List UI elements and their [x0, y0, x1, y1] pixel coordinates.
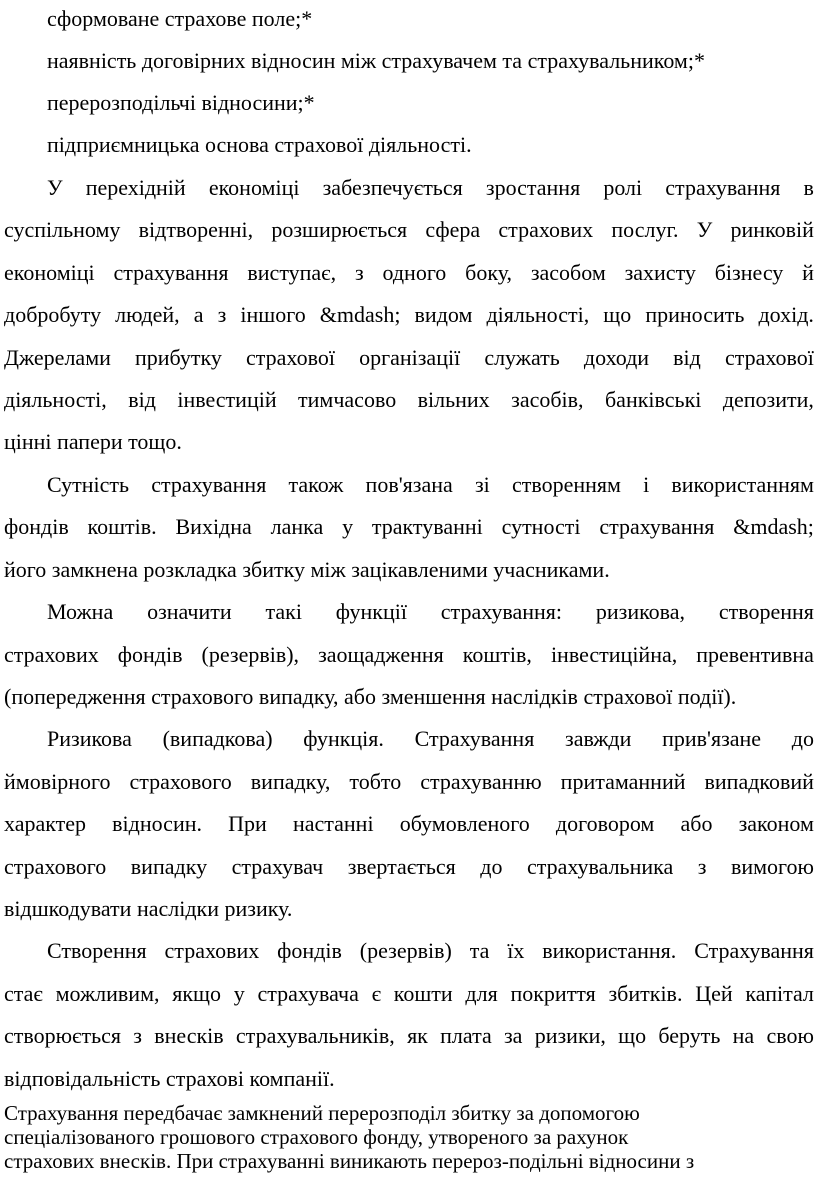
word: сутності — [501, 514, 581, 539]
word: використання. — [542, 938, 677, 963]
word: боку, — [465, 260, 512, 285]
word: засобів, — [511, 387, 584, 412]
word: обумовленого — [399, 811, 530, 836]
paragraph-line: відповідальність страхові компанії. — [4, 1066, 335, 1091]
word: та — [469, 938, 490, 963]
paragraph-line: його замкнена розкладка збитку між зацікавленими учасниками. — [4, 557, 610, 582]
word: такі — [265, 599, 302, 624]
word: від — [673, 345, 701, 370]
word: перехідній — [85, 175, 186, 200]
paragraph-line — [4, 387, 814, 413]
word: Цей — [695, 981, 733, 1006]
word: економіці — [4, 260, 95, 285]
word: (резервів), — [201, 642, 300, 667]
word: характер — [4, 811, 87, 836]
word: страхового — [129, 769, 232, 794]
paragraph-line: цінні папери тощо. — [4, 429, 182, 454]
word: створюється — [4, 1023, 122, 1048]
word: покриття — [510, 981, 596, 1006]
word: також — [288, 472, 344, 497]
word: приносить — [645, 302, 745, 327]
word: створення — [718, 599, 814, 624]
word: ринковій — [730, 217, 814, 242]
word: за — [503, 1023, 523, 1048]
word: Джерелами — [4, 345, 111, 370]
word: &mdash; — [319, 302, 401, 327]
word: а — [193, 302, 204, 327]
word: ролі — [603, 175, 643, 200]
word: як — [407, 1023, 428, 1048]
word: доходи — [583, 345, 650, 370]
word: завжди — [565, 726, 632, 751]
word: звертається — [347, 854, 456, 879]
word: страхувач — [231, 854, 324, 879]
word: беруть — [658, 1023, 721, 1048]
word: страхуванню — [420, 769, 542, 794]
word: фондів — [4, 514, 69, 539]
word: можливим, — [55, 981, 160, 1006]
word: У — [47, 175, 63, 200]
word: тобто — [349, 769, 402, 794]
word: бізнесу — [714, 260, 784, 285]
word: економіці — [208, 175, 300, 200]
word: створенням — [511, 472, 621, 497]
list-item: наявність договірних відносин між страхувачем та страхувальником;* — [47, 48, 705, 73]
word: їх — [507, 938, 525, 963]
word: добробуту — [4, 302, 102, 327]
word: У — [696, 217, 713, 242]
list-item: підприємницька основа страхової діяльності. — [47, 132, 472, 157]
paragraph-line — [47, 175, 814, 201]
word: заощадження — [318, 642, 444, 667]
word: страхування — [665, 175, 781, 200]
word: дохід. — [758, 302, 814, 327]
word: діяльності, — [486, 302, 590, 327]
word: у — [342, 514, 354, 539]
paragraph-line: (попередження страхового випадку, або зменшення наслідків страхової події). — [4, 684, 737, 709]
word: зі — [474, 472, 490, 497]
paragraph-line — [47, 726, 814, 752]
word: й — [802, 260, 814, 285]
word: з — [354, 260, 364, 285]
word: страхових — [498, 217, 594, 242]
word: вимогою — [730, 854, 814, 879]
word: внесків — [154, 1023, 224, 1048]
word: використанням — [671, 472, 814, 497]
word: функції — [335, 599, 407, 624]
word: і — [643, 472, 650, 497]
word: розширюється — [271, 217, 408, 242]
word: засобом — [530, 260, 606, 285]
paragraph-line — [4, 642, 814, 668]
word: є — [371, 981, 382, 1006]
paragraph-line — [4, 260, 814, 286]
paragraph-line — [4, 302, 814, 328]
word: одного — [382, 260, 447, 285]
paragraph-line — [4, 217, 814, 243]
word: страхування: — [440, 599, 563, 624]
word: ризики, — [534, 1023, 606, 1048]
word: означити — [147, 599, 232, 624]
word: При — [228, 811, 267, 836]
word: якщо — [172, 981, 221, 1006]
word: страхування — [151, 472, 267, 497]
word: превентивна — [696, 642, 814, 667]
word: страхового — [4, 854, 107, 879]
tail-paragraph-line: спеціалізованого грошового страхового фонду, утвореного за рахунок — [4, 1125, 629, 1149]
word: що — [603, 302, 632, 327]
word: страхових — [164, 938, 260, 963]
word: організації — [359, 345, 461, 370]
word: на — [732, 1023, 755, 1048]
word: випадку, — [250, 769, 331, 794]
tail-paragraph-line: Страхування передбачає замкнений перерозподіл збитку за допомогою — [4, 1101, 640, 1125]
word: діяльності, — [4, 387, 107, 412]
word: суспільному — [4, 217, 121, 242]
word: коштів. — [87, 514, 157, 539]
tail-paragraph-line: страхових внесків. При страхуванні виникають перероз-подільні відносини з — [4, 1149, 695, 1173]
word: притаманний — [560, 769, 686, 794]
word: для — [465, 981, 498, 1006]
word: ризикова, — [595, 599, 686, 624]
word: прив'язане — [662, 726, 762, 751]
paragraph-line — [47, 938, 814, 964]
word: тимчасово — [298, 387, 397, 412]
word: страхування — [113, 260, 229, 285]
word: настанні — [292, 811, 374, 836]
word: сфера — [425, 217, 481, 242]
word: страхової — [724, 345, 814, 370]
word: прибутку — [135, 345, 222, 370]
paragraph-line: відшкодувати наслідки ризику. — [4, 896, 293, 921]
word: законом — [738, 811, 814, 836]
word: трактуванні — [371, 514, 483, 539]
word: &mdash; — [733, 514, 814, 539]
word: захисту — [624, 260, 696, 285]
word: коштів, — [462, 642, 532, 667]
word: договором — [555, 811, 655, 836]
word: до — [480, 854, 503, 879]
word: Страхування — [694, 938, 814, 963]
word: збитків. — [608, 981, 683, 1006]
word: банківські — [604, 387, 702, 412]
word: фондів — [277, 938, 342, 963]
word: до — [791, 726, 814, 751]
word: Можна — [47, 599, 114, 624]
word: Сутність — [47, 472, 130, 497]
word: вільних — [417, 387, 490, 412]
word: свою — [766, 1023, 814, 1048]
word: видом — [414, 302, 473, 327]
word: інвестицій — [177, 387, 277, 412]
word: в — [803, 175, 814, 200]
word: випадку — [130, 854, 208, 879]
word: з — [133, 1023, 142, 1048]
word: кошти — [393, 981, 453, 1006]
paragraph-line — [4, 769, 814, 795]
word: з — [697, 854, 707, 879]
word: випадковий — [704, 769, 814, 794]
paragraph-line — [47, 472, 814, 498]
paragraph-line — [4, 811, 814, 837]
word: страхових — [4, 642, 99, 667]
word: відносин. — [112, 811, 202, 836]
word: капітал — [745, 981, 814, 1006]
word: страхувача — [257, 981, 359, 1006]
word: (випадкова) — [162, 726, 273, 751]
word: забезпечується — [322, 175, 463, 200]
word: що — [618, 1023, 647, 1048]
word: стає — [4, 981, 43, 1006]
paragraph-line — [4, 345, 814, 371]
word: Ризикова — [47, 726, 132, 751]
word: ймовірного — [4, 769, 111, 794]
word: страхувальників, — [235, 1023, 395, 1048]
paragraph-line — [4, 1023, 814, 1049]
list-item: перерозподільчі відносини;* — [47, 90, 315, 115]
word: пов'язана — [365, 472, 453, 497]
paragraph-line — [4, 854, 814, 880]
word: іншого — [240, 302, 306, 327]
word: страхування — [599, 514, 715, 539]
word: у — [233, 981, 245, 1006]
word: послуг. — [611, 217, 679, 242]
list-item: сформоване страхове поле;* — [47, 6, 313, 31]
word: зростання — [485, 175, 581, 200]
word: людей, — [115, 302, 180, 327]
word: ланка — [270, 514, 324, 539]
word: інвестиційна, — [550, 642, 678, 667]
word: від — [128, 387, 156, 412]
word: фондів — [117, 642, 183, 667]
paragraph-line — [47, 599, 814, 625]
word: (резервів) — [359, 938, 452, 963]
word: Страхування — [414, 726, 535, 751]
word: або — [680, 811, 713, 836]
word: Вихідна — [175, 514, 252, 539]
word: з — [217, 302, 227, 327]
word: плата — [440, 1023, 492, 1048]
word: депозити, — [722, 387, 814, 412]
word: функція. — [303, 726, 384, 751]
word: страхувальника — [526, 854, 674, 879]
word: відтворенні, — [138, 217, 254, 242]
word: служать — [484, 345, 560, 370]
paragraph-line — [4, 514, 814, 540]
paragraph-line — [4, 981, 814, 1007]
word: виступає, — [247, 260, 337, 285]
word: Створення — [47, 938, 147, 963]
word: страхової — [246, 345, 335, 370]
